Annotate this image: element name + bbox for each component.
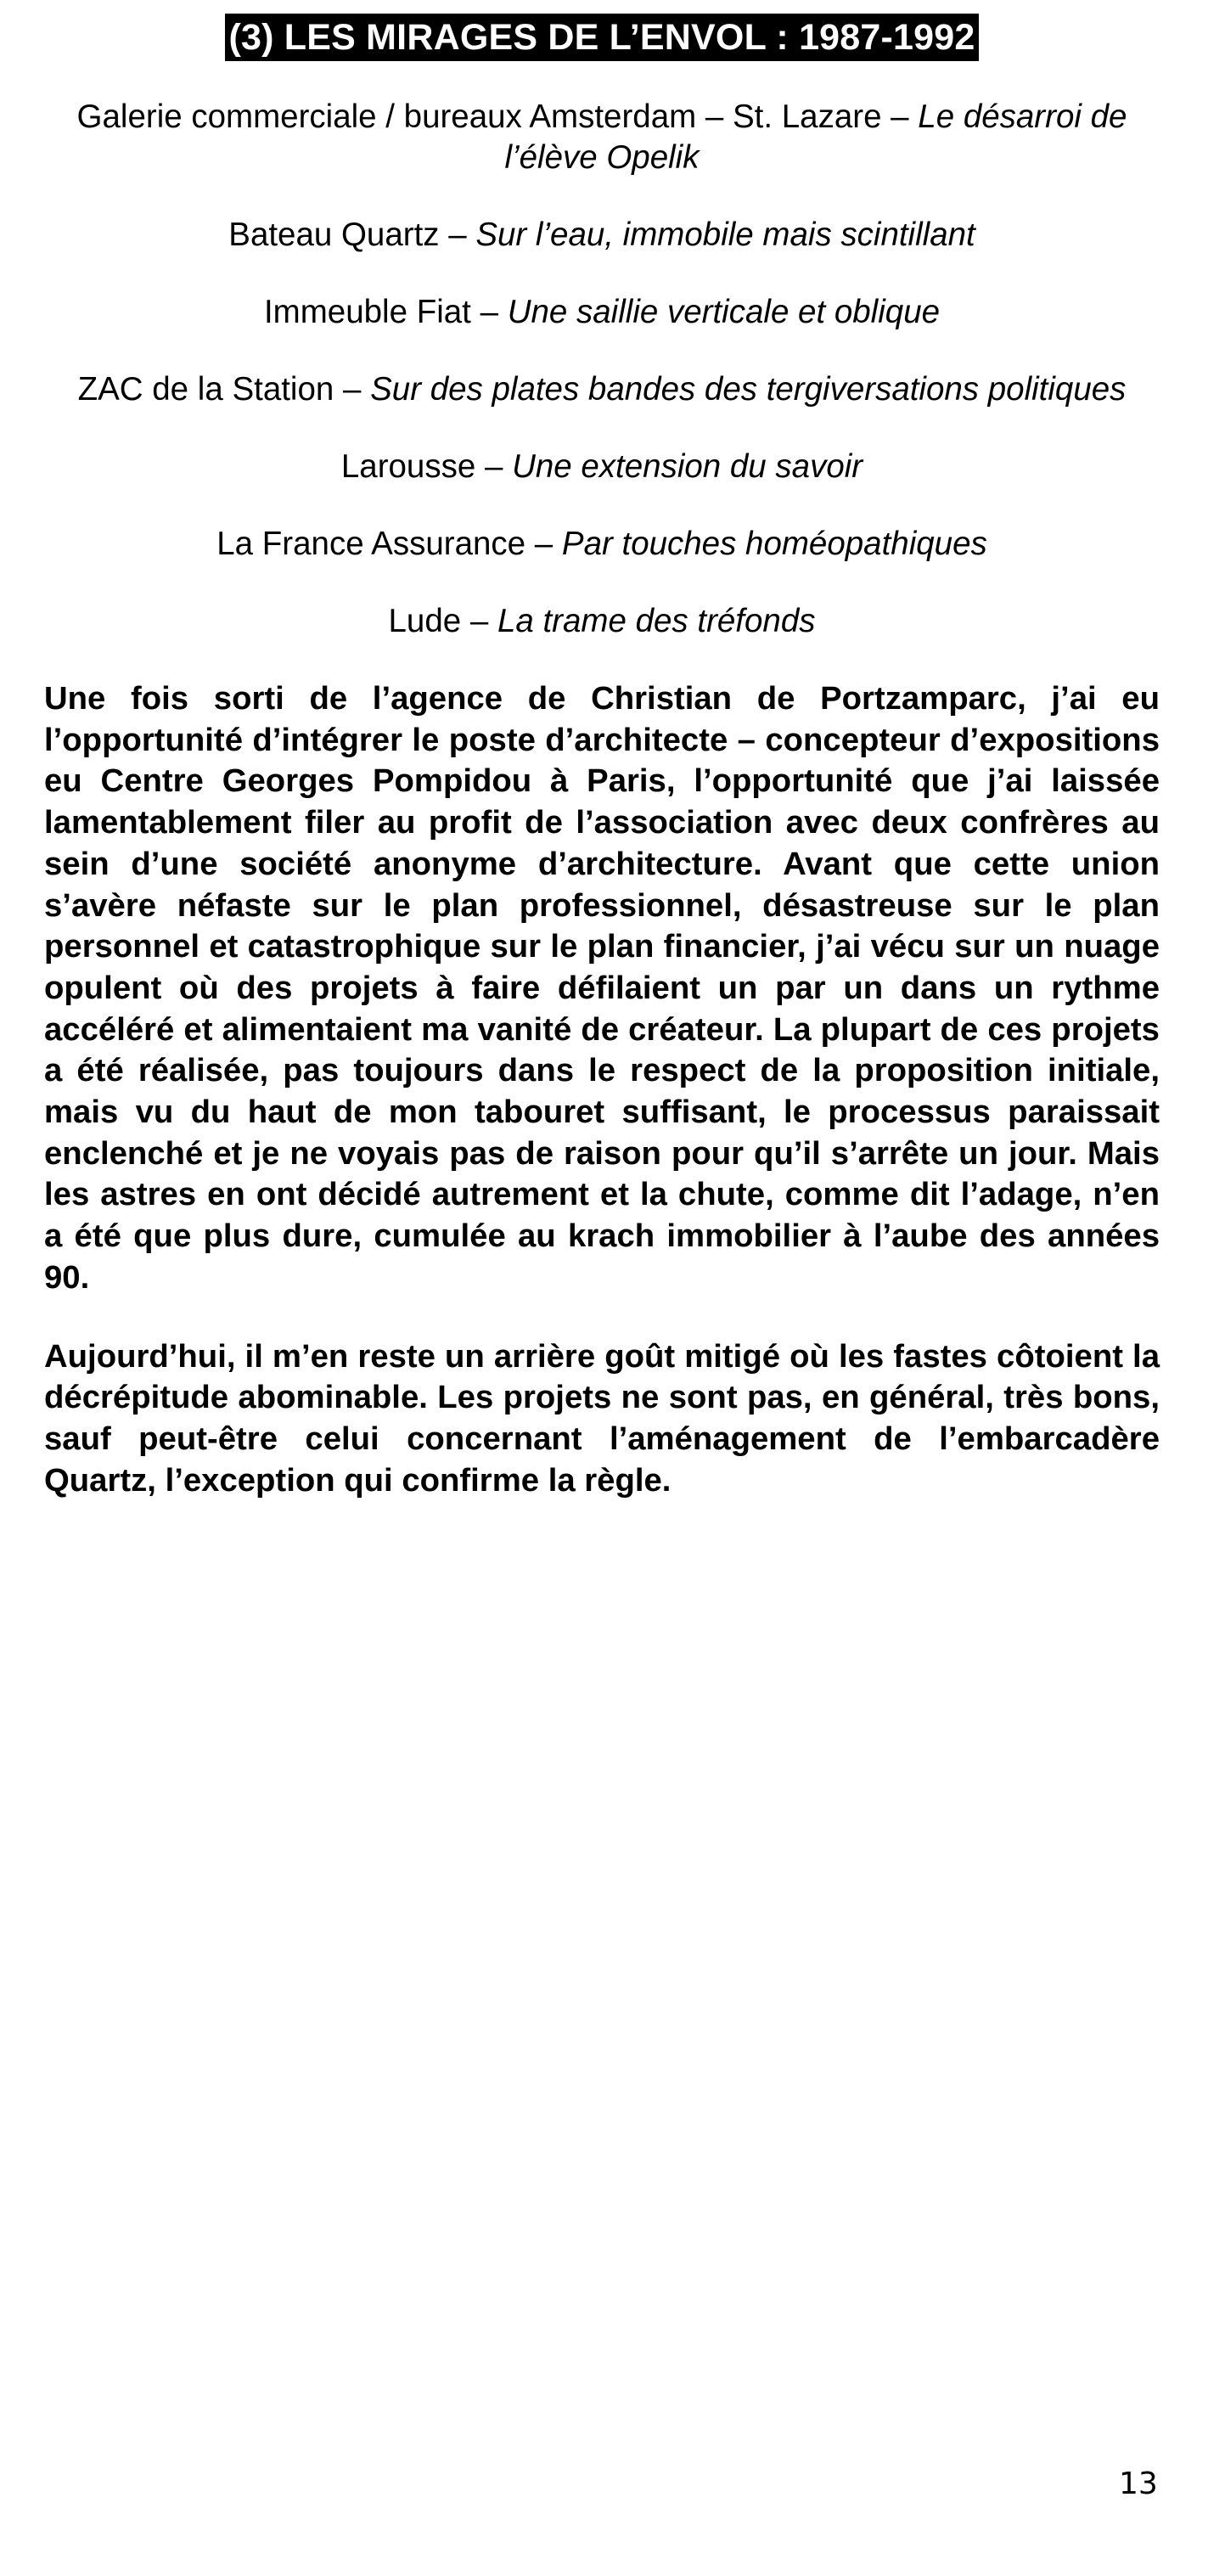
chapter-title-wrapper (44, 0, 1160, 65)
body-paragraph-1: Une fois sorti de l’agence de Christian de Portzamparc, j’ai eu l’opportunité d’intégrer le poste d’architecte – concepteur d’expositions eu Centre Georges Pompidou à Paris, l’opportunité que j’ai laissée lamentablement filer au profit de l’association avec deux confrères au sein d’une société anonyme d’architecture. Avant que cette union s’avère néfaste sur le plan professionnel, désastreuse sur le plan personnel et catastrophique sur le plan financier, j’ai vécu sur un nuage opulent où des projets à faire défilaient un par un dans un rythme accéléré et alimentaient ma vanité de créateur. La plupart de ces projets a été réalisée, pas toujours dans le respect de la proposition initiale, mais vu du haut de mon tabouret suffisant, le processus paraissait enclenché et je ne voyais pas de raison pour qu’il s’arrête un jour. Mais les astres en ont décidé autrement et la chute, comme dit l’adage, n’en a été que plus dure, cumulée au krach immobilier à l’aube des années 90. (44, 680, 1160, 1296)
project-entry (44, 601, 1160, 642)
project-entry (44, 97, 1160, 178)
project-list (44, 97, 1160, 642)
project-entry (44, 524, 1160, 565)
project-description: Le désarroi de l’élève Opelik (504, 98, 1127, 176)
project-name: La France Assurance – (216, 526, 562, 562)
project-entry (44, 447, 1160, 487)
project-description: Une saillie verticale et oblique (507, 294, 941, 330)
chapter-title: (3) LES MIRAGES DE L’ENVOL : 1987-1992 (225, 14, 978, 61)
project-entry (44, 292, 1160, 333)
project-entry (44, 369, 1160, 410)
project-name: Larousse – (340, 448, 513, 485)
project-name: Lude – (388, 603, 497, 639)
project-entry (44, 215, 1160, 256)
project-description: La trame des tréfonds (497, 603, 816, 639)
project-description: Sur des plates bandes des tergiversations politiques (370, 371, 1127, 408)
body-paragraph-2: Aujourd’hui, il m’en reste un arrière goût mitigé où les fastes côtoient la décrépitude abominable. Les projets ne sont pas, en général, très bons, sauf peut-être celui concernant l’aménagement de l’embarcadère Quartz, l’exception qui confirme la règle. (44, 1337, 1160, 1499)
project-name: Immeuble Fiat – (263, 294, 508, 330)
page-number: 13 (1119, 2466, 1158, 2501)
project-name: Galerie commerciale / bureaux Amsterdam – St. Lazare – (76, 98, 919, 135)
project-description: Sur l’eau, immobile mais scintillant (475, 217, 975, 253)
project-name: Bateau Quartz – (228, 217, 476, 253)
project-name: ZAC de la Station – (77, 371, 371, 408)
project-description: Une extension du savoir (512, 448, 863, 485)
project-description: Par touches homéopathiques (561, 526, 987, 562)
document-page (44, 0, 1160, 1501)
